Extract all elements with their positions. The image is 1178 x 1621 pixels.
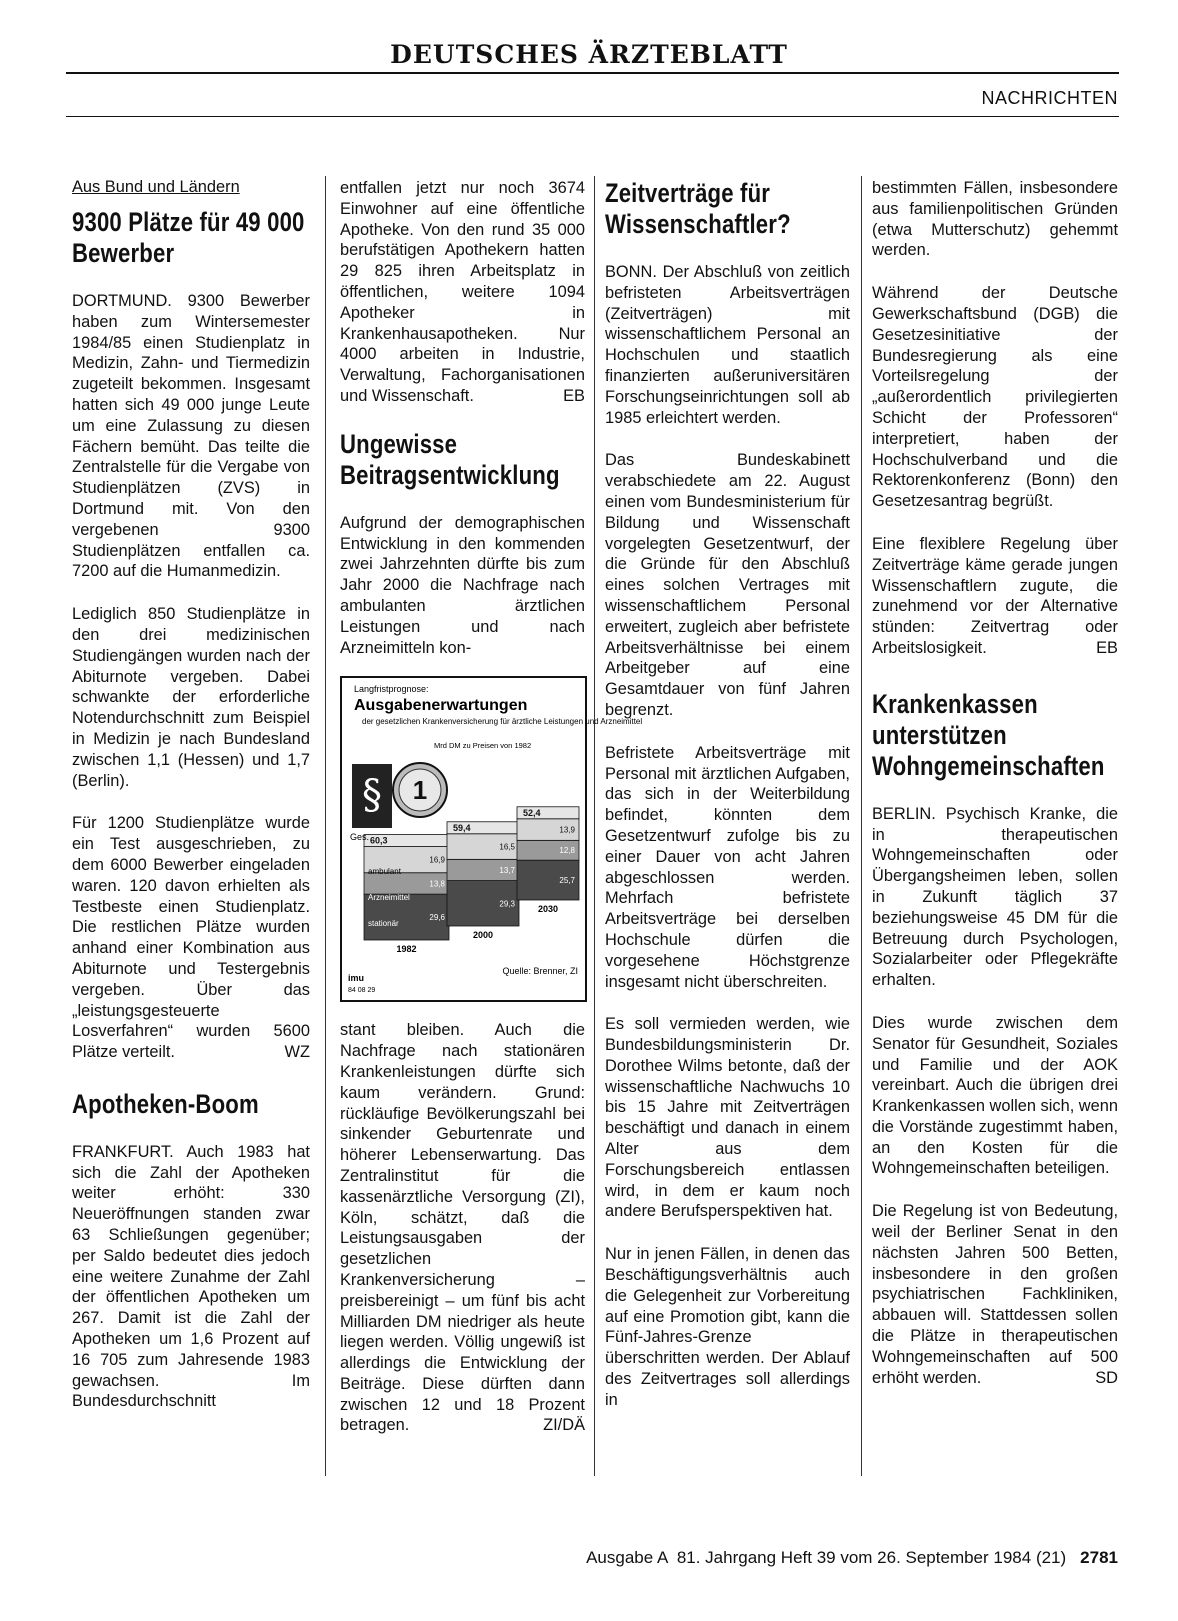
data-label: 12,8	[559, 846, 575, 856]
column-4	[872, 178, 1118, 1388]
chart-kicker: Langfristprognose:	[354, 684, 429, 695]
paragraph: bestimmten Fällen, insbesondere aus familienpolitischen Gründen (etwa Mutterschutz) gehemmt werden.	[872, 179, 1118, 260]
paragraph: Während der Deutsche Gewerkschaftsbund (DGB) die Gesetzesinitiative der Bundesregierung als eine Vorteilsregelung der „außerordentlich privilegierten Schicht der Professoren“ interpretiert, haben der Hochschulverband und die Rektorenkonferenz (Bonn) den Gesetzesantrag begrüßt.	[872, 284, 1118, 511]
paragraph-text: Eine flexiblere Regelung über Zeitverträge käme gerade jungen Wissenschaftlern zugute, die zunehmend vor der Alternative stünden: Zeitvertrag oder Arbeitslosigkeit.	[872, 534, 1118, 657]
paragraph: Befristete Arbeitsverträge mit Personal mit ärztlichen Aufgaben, das sich in der Weiterbildung befindet, könnten dem Gesetzentwurf zufolge bis zu einer Dauer von acht Jahren abgeschlossen werden. Mehrfach befristete Arbeitsverträge bei derselben Hochschule dürfen die vorgesehene Höchstgrenze insgesamt nicht überschreiten.	[605, 743, 850, 991]
page-number: 2781	[1080, 1548, 1118, 1567]
section-rule	[66, 116, 1119, 117]
paragraph: BONN. Der Abschluß von zeitlich befristeten Arbeitsverträgen (Zeitverträgen) mit wissenschaftlichem Personal an Hochschulen und staatlich finanzierten außeruniversitären Forschungseinrichtungen soll ab 1985 erleichtert werden.	[605, 263, 850, 427]
paragraph-text: Die Regelung ist von Bedeutung, weil der Berliner Senat in den nächsten Jahren 500 Betten, insbesondere in den großen psychiatrischen Fachkliniken, abbauen will. Stattdessen sollen die Plätze in therapeutischen Wohngemeinschaften auf 500 erhöht werden.	[872, 1202, 1118, 1387]
chart-unit: Mrd DM zu Preisen von 1982	[434, 741, 532, 751]
author-signature: EB	[563, 386, 585, 405]
paragraph: Es soll vermieden werden, wie Bundesbildungsministerin Dr. Dorothee Wilms betonte, daß der wissenschaftliche Nachwuchs 10 bis 15 Jahre mit Zeitverträgen beschäftigt und danach in einem Alter aus dem Forschungsbereich entlassen wird, in dem er kaum noch andere Berufsperspektiven hat.	[605, 1015, 850, 1221]
paragraph-text: Für 1200 Studienplätze wurde ein Test ausgeschrieben, zu dem 6000 Bewerber eingeladen waren. 120 davon erhielten als Testbeste einen Studienplatz. Die restlichen Plätze wurden anhand einer Kombination aus Abiturnote und Testergebnis vergeben. Über das „leistungsgesteuerte Losverfahren“ wurden 5600 Plätze verteilt.	[72, 814, 310, 1062]
issue-info: Ausgabe A 81. Jahrgang Heft 39 vom 26. September 1984 (21)	[586, 1548, 1067, 1567]
data-label: 13,8	[429, 879, 445, 889]
column-divider	[861, 176, 862, 1476]
author-signature: WZ	[284, 1043, 310, 1062]
masthead: DEUTSCHES ÄRZTEBLATT	[390, 40, 788, 69]
category-label: 1982	[396, 944, 417, 955]
data-label: 16,9	[429, 855, 445, 865]
category-label: 2000	[472, 930, 494, 941]
paragraph: FRANKFURT. Auch 1983 hat sich die Zahl der Apotheken weiter erhöht: 330 Neueröffnungen standen zwar 63 Schließungen gegenüber; per Saldo bedeutet dies jedoch eine weitere Zunahme der Zahl der öffentlichen Apotheken um 267. Damit ist die Zahl der Apotheken um 1,6 Prozent auf 16 705 zum Jahresende 1983 gewachsen. Im Bundesdurchschnitt	[72, 1142, 310, 1411]
author-signature: ZI/DÄ	[543, 1416, 585, 1435]
category-label: 2030	[537, 904, 559, 915]
total-label-value: 59,4	[453, 823, 471, 834]
paragraph: Dies wurde zwischen dem Senator für Gesundheit, Soziales und Familie und der AOK vereinbart. Auch die übrigen drei Krankenkassen wollen sich, wenn die Vorstände zugestimmt haben, an den Kosten für die Wohngemeinschaften beteiligen.	[872, 1013, 1118, 1178]
total-label-value: 52,4	[523, 808, 541, 819]
paragraph: BERLIN. Psychisch Kranke, die in therapeutischen Wohngemeinschaften oder Übergangsheimen leben, sollen in Zukunft täglich 37 beziehungsweise 45 DM für die Betreuung durch Psychologen, Sozialarbeiter oder Pflegekräfte erhalten.	[872, 804, 1118, 990]
data-label: 29,3	[499, 899, 515, 909]
headline-9300-plaetze: 9300 Plätze für 49 000 Bewerber	[72, 207, 305, 268]
chart-title: Ausgabenerwartungen	[354, 697, 528, 715]
series-label-arzneimittel: Arzneimittel	[368, 893, 410, 903]
paragraph: Lediglich 850 Studienplätze in den drei medizinischen Studiengängen wurden nach der Abiturnote vergeben. Dabei schwankte der erforderliche Notendurchschnitt zum Beispiel in Medizin je nach Bundesland zwischen 1,1 (Hessen) und 1,7 (Berlin).	[72, 605, 310, 790]
data-label: 16,5	[499, 842, 515, 852]
paragraph: DORTMUND. 9300 Bewerber haben zum Wintersemester 1984/85 einen Studienplatz in Medizin, Zahn- und Tiermedizin zugeteilt bekommen. Insgesamt hatten sich 49 000 junge Leute um eine Zulassung zu diesen Fächern bemüht. Das teilte die Zentralstelle für die Vergabe von Studienplätzen (ZVS) in Dortmund mit. Von den vergebenen 9300 Studienplätzen entfallen ca. 7200 auf die Humanmedizin.	[72, 292, 310, 581]
total-label: Ges.	[350, 832, 370, 843]
column-3	[605, 178, 850, 1411]
rubric-kicker: Aus Bund und Ländern	[72, 178, 240, 196]
paragraph	[72, 813, 310, 1063]
chart-subtitle-text: der gesetzlichen Krankenversicherung für ärztliche Leistungen und Arzneimittel	[362, 717, 643, 727]
chart-credit-code: 84 08 29	[348, 987, 376, 995]
author-signature: EB	[1096, 638, 1118, 657]
paragraph: Nur in jenen Fällen, in denen das Beschäftigungsverhältnis auch die Gelegenheit zur Vorbereitung auf eine Promotion gibt, kann die Fünf-Jahres-Grenze überschritten werden. Der Ablauf des Zeitvertrages soll allerdings in	[605, 1245, 850, 1409]
chart-source-text: Quelle: Brenner, ZI	[502, 966, 578, 977]
series-label-ambulant: ambulant	[368, 867, 401, 877]
column-divider	[594, 176, 595, 1476]
masthead-rule	[66, 72, 1119, 74]
paragraph-text: entfallen jetzt nur noch 3674 Einwohner auf eine öffentliche Apotheke. Von den rund 35 000 berufstätigen Apothekern hatten 29 825 ihren Arbeitsplatz in öffentlichen, weitere 1094 Apotheker in Krankenhausapotheken. Nur 4000 arbeiten in Industrie, Verwaltung, Fachorganisationen und Wissenschaft.	[340, 179, 585, 405]
data-label: 29,6	[429, 913, 445, 923]
data-label: 13,7	[499, 866, 515, 876]
headline-zeitvertraege: Zeitverträge für Wissenschaftler?	[605, 178, 791, 239]
paragraph	[340, 1020, 585, 1436]
data-label: 25,7	[559, 876, 575, 886]
headline-beitragsentwicklung: Ungewisse Beitragsentwicklung	[340, 428, 560, 490]
page-footer	[586, 1548, 1118, 1568]
paragraph: Das Bundeskabinett verabschiedete am 22. August einen vom Bundesministerium für Bildung und Wissenschaft vorgelegten Gesetzentwurf, der die Gründe für den Abschluß eines solchen Vertrages mit wissenschaftlichem Personal erweitert, zugleich aber befristete Arbeitsverhältnisse bei einem Arbeitgeber auf eine Gesamtdauer von fünf Jahren begrenzt.	[605, 451, 850, 719]
author-signature: SD	[1095, 1368, 1118, 1387]
chart-ausgabenerwartungen	[340, 676, 643, 1002]
paragraph	[872, 1201, 1118, 1388]
headline-apotheken-boom: Apotheken-Boom	[72, 1088, 259, 1119]
paragraph-logo	[352, 764, 392, 828]
column-2	[340, 178, 643, 1436]
chart-subtitle	[362, 717, 642, 726]
chart-bars	[364, 807, 579, 954]
chart-svg	[342, 678, 643, 1000]
total-label-value: 60,3	[370, 835, 388, 846]
column-1	[72, 178, 310, 1412]
section-label: NACHRICHTEN	[981, 88, 1118, 108]
paragraph	[872, 534, 1118, 659]
chart-credit: imu	[348, 973, 365, 984]
series-label-stationaer: stationär	[368, 919, 399, 929]
data-label: 13,9	[559, 825, 575, 835]
paragraph: Aufgrund der demographischen Entwicklung in den kommenden zwei Jahrzehnten dürfte bis zum Jahr 2000 die Nachfrage nach ambulanten ärztlichen Leistungen und nach Arzneimitteln kon-	[340, 513, 585, 657]
coin-icon	[393, 763, 447, 817]
logo-symbol: §	[362, 772, 382, 819]
headline-krankenkassen: Krankenkassen unterstützen Wohngemeinschaften	[872, 688, 1105, 781]
paragraph-text: stant bleiben. Auch die Nachfrage nach stationären Krankenleistungen dürfte sich kaum verändern. Grund: rückläufige Bevölkerungszahl bei sinkender Geburtenrate und höherer Lebenserwartung. Das Zentralinstitut für die kassenärztliche Versorgung (ZI), Köln, schätzt, daß die Leistungsausgaben der gesetzlichen Krankenversicherung – preisbereinigt – um fünf bis acht Milliarden DM niedriger als heute liegen werden. Völlig ungewiß ist allerdings die Entwicklung der Beiträge. Diese dürften dann zwischen 12 und 18 Prozent betragen.	[340, 1021, 585, 1435]
column-divider	[325, 176, 326, 1476]
paragraph	[340, 178, 585, 407]
coin-value: 1	[412, 775, 428, 806]
chart-source	[502, 966, 578, 976]
